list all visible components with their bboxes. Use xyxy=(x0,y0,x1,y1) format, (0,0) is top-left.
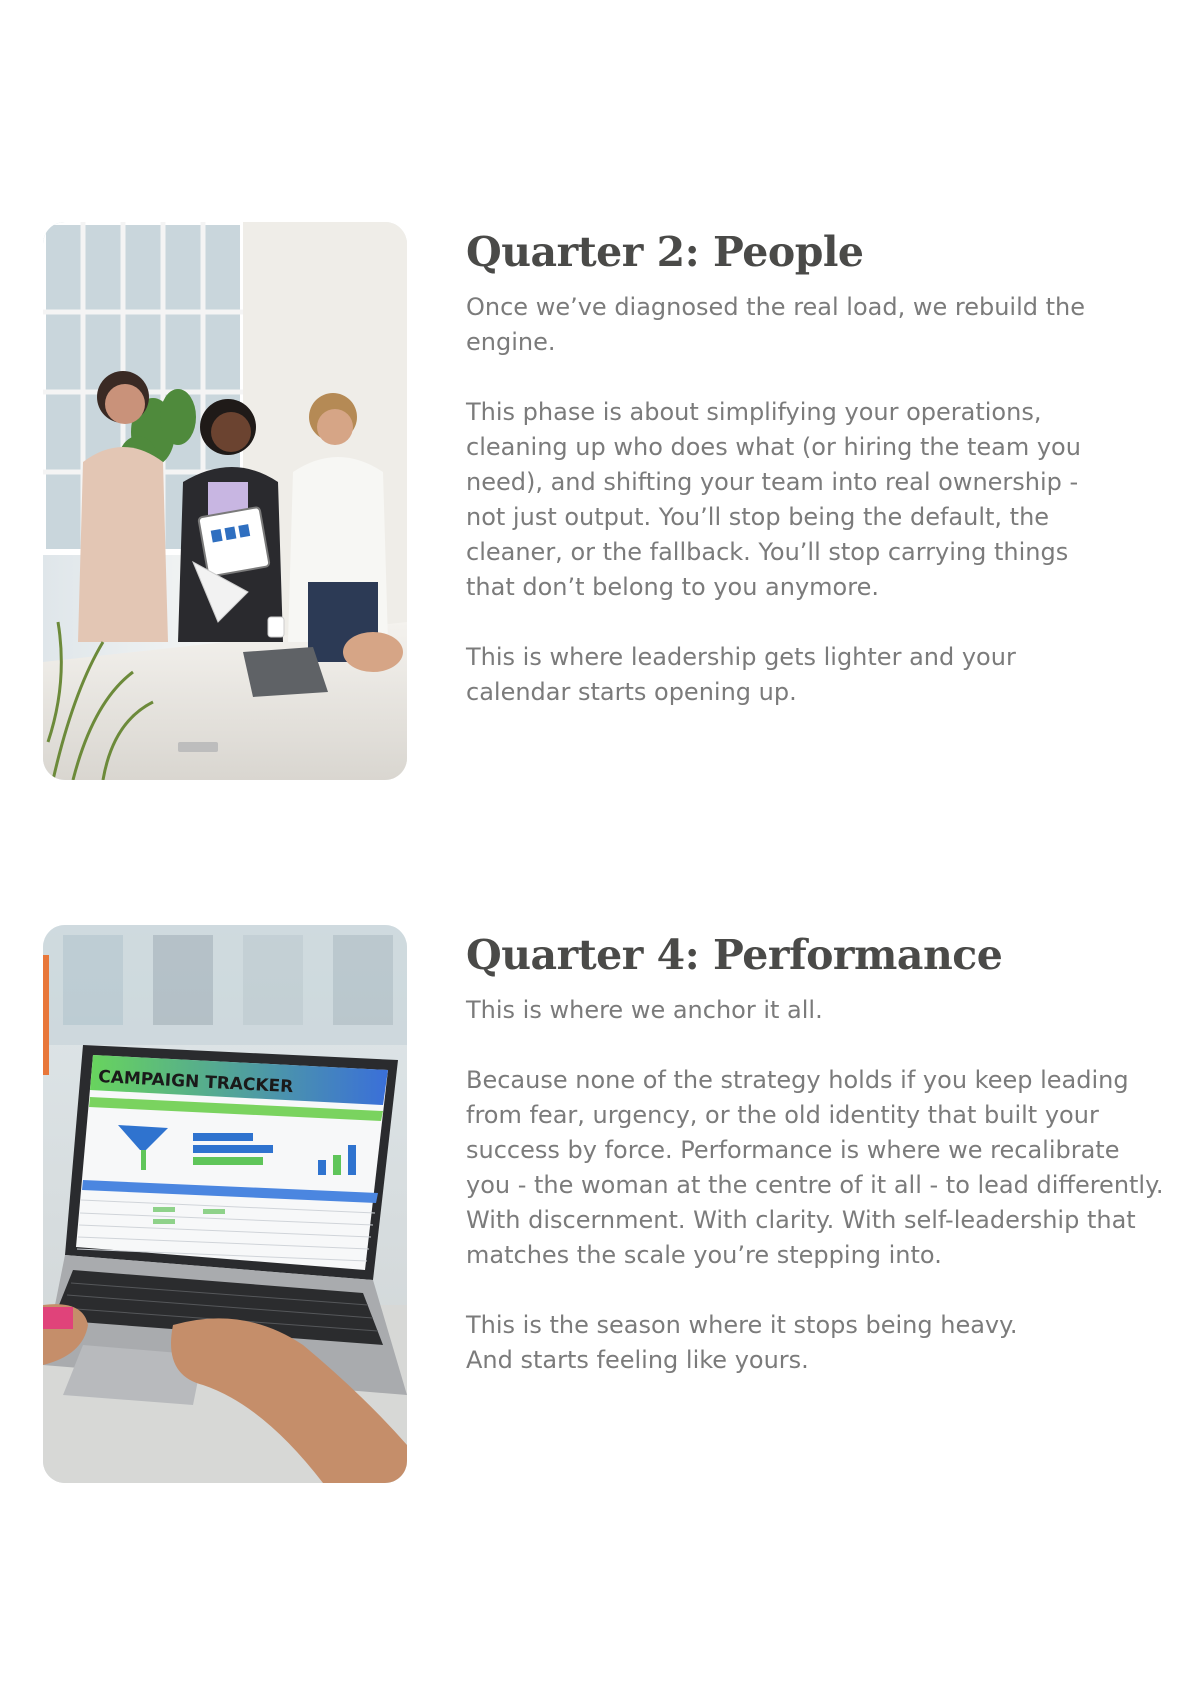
laptop-tracker-photo xyxy=(43,925,407,1483)
campaign-tracker-title: CAMPAIGN TRACKER xyxy=(97,1067,294,1098)
paragraph: Because none of the strategy holds if you keep leading from fear, urgency, or the old identity that built your success by force. Performance is where we recalibrate you - the woman at the centre of it all - to lead differently. With discernment. With clarity. With self-leadership that matches the scale you’re stepping into. xyxy=(466,1066,1164,1269)
team-meeting-photo xyxy=(43,222,407,780)
laptop-tracker-illustration xyxy=(43,925,407,1483)
section-heading: Quarter 4: Performance xyxy=(466,931,1003,979)
paragraph: Once we’ve diagnosed the real load, we rebuild the engine. xyxy=(466,293,1086,356)
paragraph: This phase is about simplifying your operations, cleaning up who does what (or hiring the team you need), and shifting your team into real ownership - not just output. You’ll stop being the default, the cleaner, or the fallback. You’ll stop carrying things that don’t belong to you anymore. xyxy=(466,398,1081,601)
paragraph: This is where we anchor it all. xyxy=(466,996,823,1024)
quarter-4-text xyxy=(466,929,1166,1378)
quarter-2-text xyxy=(466,226,1106,710)
paragraph: This is the season where it stops being heavy. xyxy=(466,1311,1018,1339)
paragraph: This is where leadership gets lighter and your calendar starts opening up. xyxy=(466,643,1016,706)
section-heading: Quarter 2: People xyxy=(466,228,864,276)
team-meeting-illustration xyxy=(43,222,407,780)
paragraph: And starts feeling like yours. xyxy=(466,1346,809,1374)
